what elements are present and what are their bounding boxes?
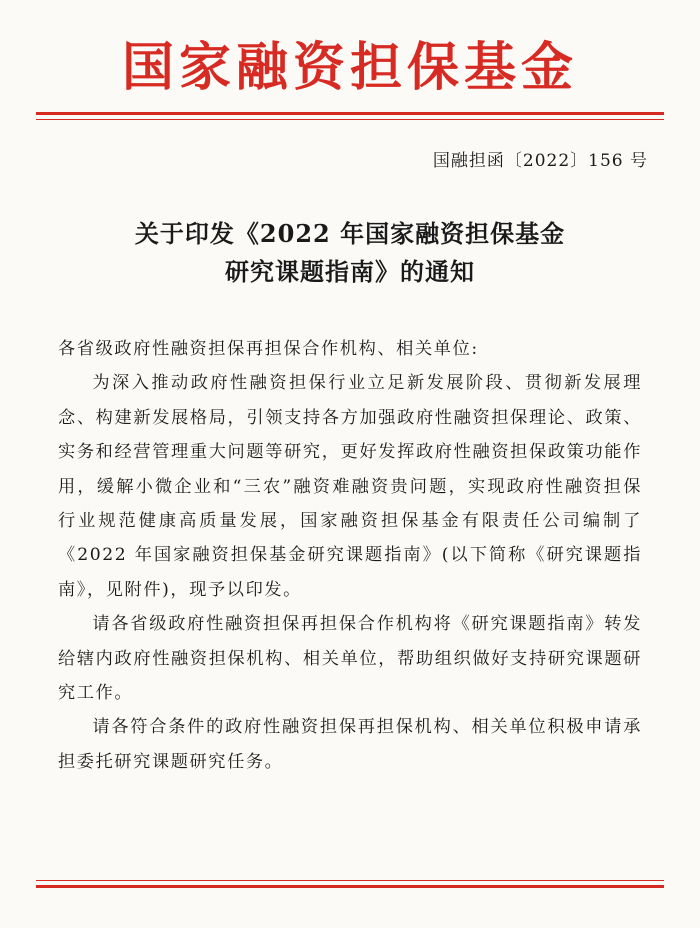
body-paragraph-3: 请各符合条件的政府性融资担保再担保机构、相关单位积极申请承担委托研究课题研究任务。: [58, 717, 642, 772]
body-paragraph-2: 请各省级政府性融资担保再担保合作机构将《研究课题指南》转发给辖内政府性融资担保机构、相关单位，帮助组织做好支持研究课题研究工作。: [58, 614, 642, 704]
document-body: [58, 332, 642, 779]
letterhead-title: 国家融资担保基金: [121, 37, 578, 98]
letterhead-rule-thin: [36, 119, 664, 120]
salutation: 各省级政府性融资担保再担保合作机构、相关单位:: [58, 339, 479, 359]
document-title-line-1: 关于印发《2022 年国家融资担保基金: [134, 219, 566, 248]
document-number: 国融担函〔2022〕156 号: [432, 151, 648, 171]
document-title-line-2: 研究课题指南》的通知: [225, 257, 475, 286]
letterhead-rule-thick: [36, 112, 664, 115]
footer-rule-thick: [36, 885, 664, 888]
footer-rule-thin: [36, 880, 664, 881]
body-paragraph-1: 为深入推动政府性融资担保行业立足新发展阶段、贯彻新发展理念、构建新发展格局，引领支持各方加强政府性融资担保理论、政策、实务和经营管理重大问题等研究，更好发挥政府性融资担保政策功能作用，缓解小微企业和“三农”融资难融资贵问题，实现政府性融资担保行业规范健康高质量发展，国家融资担保基金有限责任公司编制了《2022 年国家融资担保基金研究课题指南》(以下简称《研究课题指南》，见附件)，现予以印发。: [58, 373, 642, 600]
